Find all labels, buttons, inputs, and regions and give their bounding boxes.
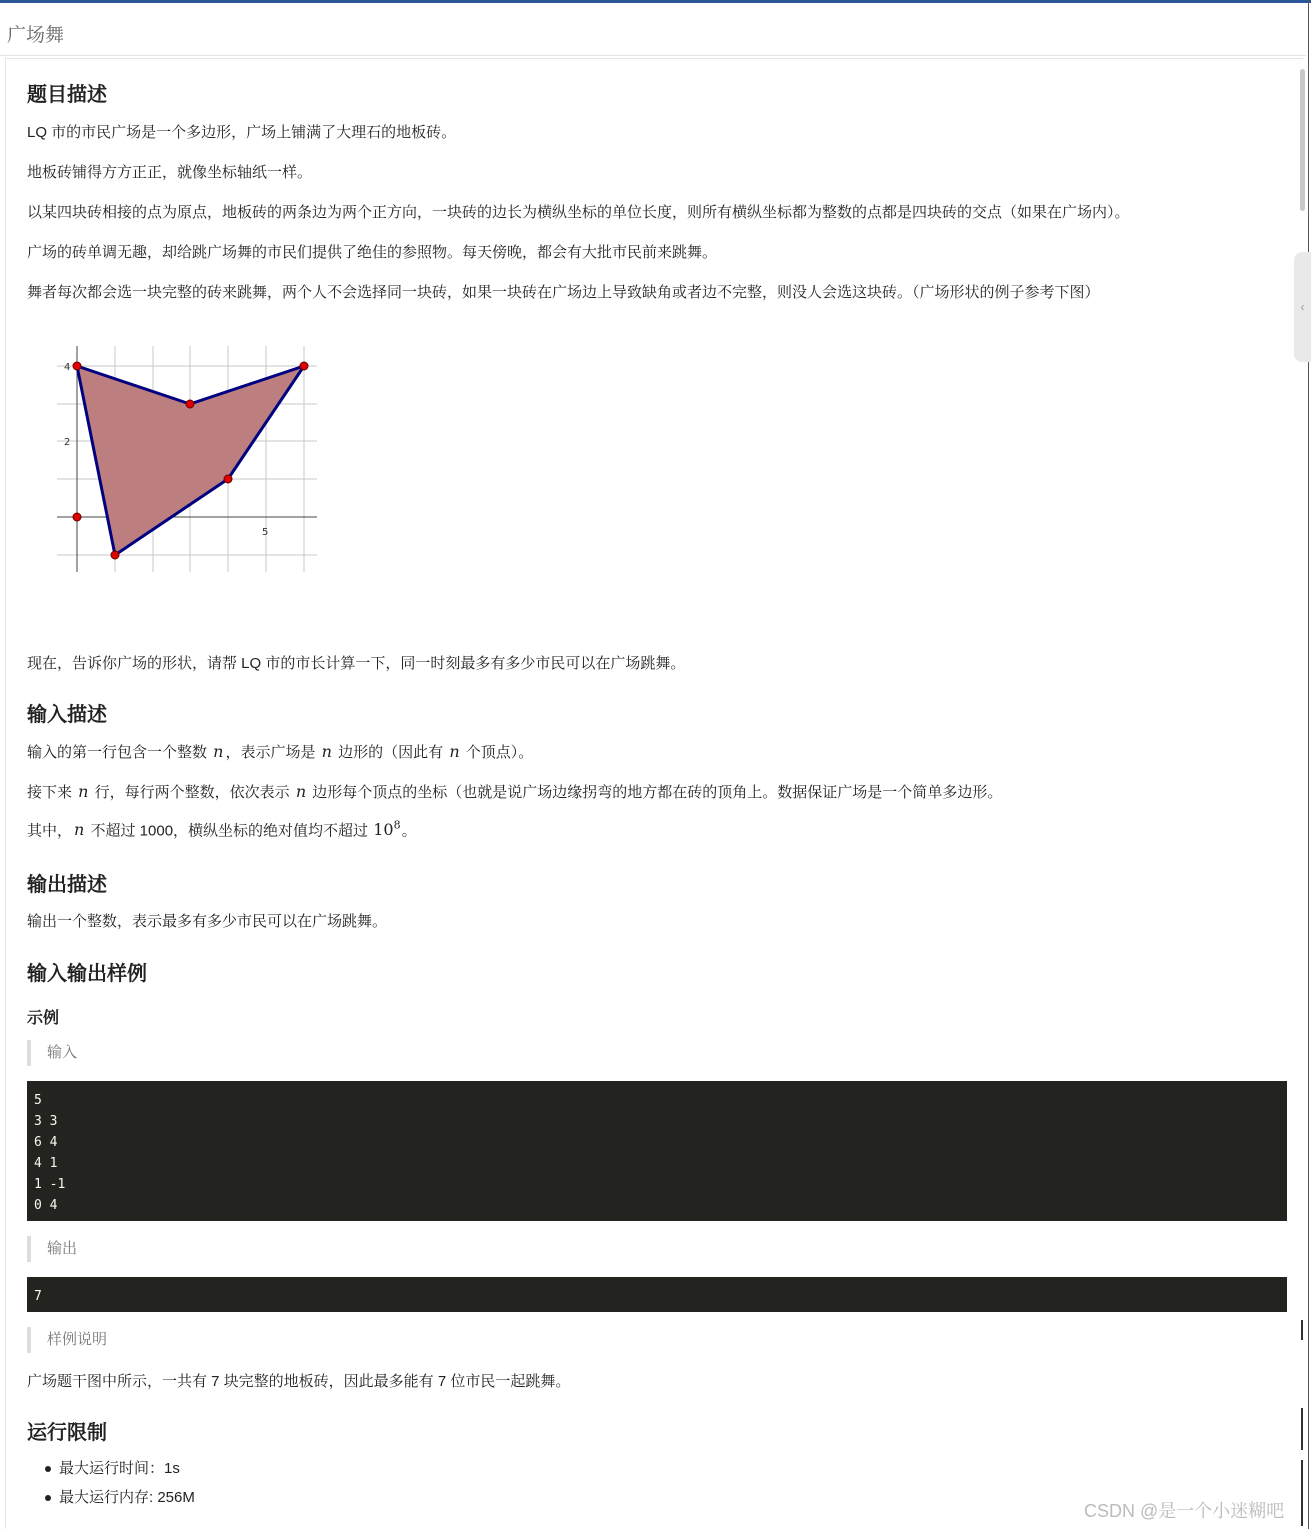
- sample-input-code[interactable]: 5 3 3 6 4 4 1 1 -1 0 4: [27, 1081, 1287, 1221]
- output-paragraph: 输出一个整数，表示最多有多少市民可以在广场跳舞。: [27, 913, 388, 930]
- section-title-description: 题目描述: [27, 84, 107, 106]
- vertex-point: [300, 362, 308, 370]
- side-collapse-tab[interactable]: [1294, 252, 1311, 362]
- sample-output-code[interactable]: 7: [27, 1277, 1287, 1312]
- input-paragraph-2: 接下来 n 行，每行两个整数，依次表示 n 边形每个顶点的坐标（也就是说广场边缘拐弯的地方都在砖的顶角上。数据保证广场是一个简单多边形。: [27, 782, 1003, 801]
- scroll-marker: [1301, 1408, 1303, 1450]
- limits-list: [27, 1454, 195, 1512]
- description-paragraph: 广场的砖单调无趣，却给跳广场舞的市民们提供了绝佳的参照物。每天傍晚，都会有大批市民前来跳舞。: [27, 244, 718, 261]
- axis-label-y2: 2: [64, 437, 71, 448]
- vertex-point: [111, 551, 119, 559]
- scroll-marker: [1301, 1460, 1303, 1526]
- chevron-left-icon: ‹: [1300, 300, 1305, 314]
- watermark: CSDN @是一个小迷糊吧: [1084, 1501, 1285, 1521]
- limit-memory-item: 最大运行内存: 256M: [27, 1483, 195, 1512]
- vertex-point: [186, 400, 194, 408]
- axis-label-x5: 5: [262, 527, 269, 538]
- input-paragraph-3: 其中， n 不超过 1000，横纵坐标的绝对值均不超过 $10^8$。: [27, 819, 417, 840]
- description-paragraph: 舞者每次都会选一块完整的砖来跳舞，两个人不会选择同一块砖，如果一块砖在广场边上导致缺角或者边不完整，则没人会选这块砖。（广场形状的例子参考下图）: [27, 284, 1100, 301]
- vertex-point: [224, 475, 232, 483]
- origin-point: [73, 513, 81, 521]
- limit-time-item: 最大运行时间：1s: [27, 1454, 195, 1483]
- section-title-input: 输入描述: [27, 704, 107, 726]
- vertex-point: [73, 362, 81, 370]
- input-label-quote: 输入: [27, 1040, 227, 1066]
- example-label: 示例: [27, 1010, 60, 1027]
- scrollbar-thumb[interactable]: [1300, 69, 1305, 211]
- section-title-output: 输出描述: [27, 874, 107, 896]
- axis-label-y4: 4: [64, 362, 71, 373]
- window-right-border: [1308, 0, 1309, 1529]
- output-label-quote: 输出: [27, 1236, 227, 1262]
- scroll-marker: [1301, 1320, 1303, 1340]
- plaza-polygon-figure: [45, 340, 325, 580]
- description-paragraph: 现在，告诉你广场的形状，请帮 LQ 市的市长计算一下，同一时刻最多有多少市民可以在广场跳舞。: [27, 655, 686, 672]
- explain-paragraph: 广场题干图中所示，一共有 7 块完整的地板砖，因此最多能有 7 位市民一起跳舞。: [27, 1373, 571, 1390]
- section-title-limits: 运行限制: [27, 1422, 107, 1444]
- input-paragraph-1: 输入的第一行包含一个整数 n ，表示广场是 n 边形的（因此有 n 个顶点）。: [27, 742, 534, 761]
- page-title: 广场舞: [7, 25, 65, 46]
- description-paragraph: LQ 市的市民广场是一个多边形，广场上铺满了大理石的地板砖。: [27, 124, 457, 141]
- explain-label-quote: 样例说明: [27, 1327, 227, 1353]
- description-paragraph: 以某四块砖相接的点为原点，地板砖的两条边为两个正方向，一块砖的边长为横纵坐标的单位长度，则所有横纵坐标都为整数的点都是四块砖的交点（如果在广场内）。: [27, 204, 1130, 221]
- page-header: [0, 3, 1306, 56]
- section-title-samples: 输入输出样例: [27, 963, 147, 985]
- description-paragraph: 地板砖铺得方方正正，就像坐标轴纸一样。: [27, 164, 313, 181]
